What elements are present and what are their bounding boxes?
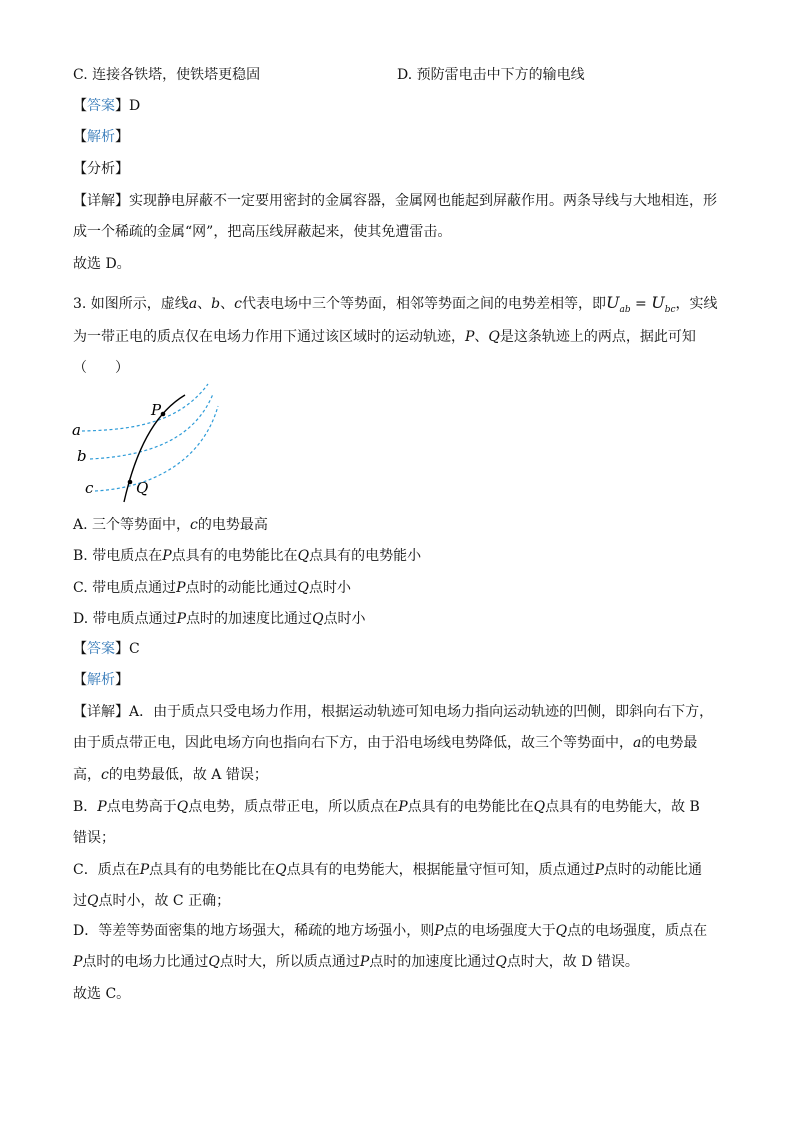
q3-solution-c-line-2: 过Q点时小，故 C 正确； [73,893,231,909]
q3-solution-b-line-1: B．P点电势高于Q点电势，质点带正电，所以质点在P点具有的电势能比在Q点具有的电势能大，故 B [73,799,700,815]
label-a: a [72,421,81,439]
q3-answer-line [73,639,140,659]
q2-detail-line-1 [73,191,717,211]
point-p [161,412,166,417]
q3-paren: （ ） [73,360,129,376]
q3-analysis-line [73,670,129,690]
q3-solution-a-line-2: 由于质点带正电，因此电场方向也指向右下方，由于沿电场线电势降低，故三个等势面中，a的电势最 [73,735,698,751]
q2-answer: D [129,98,141,114]
point-q [128,480,133,485]
q2-option-c: C. 连接各铁塔，使铁塔更稳固 [73,67,261,83]
q2-option-d: D. 预防雷电击中下方的输电线 [397,67,585,83]
var-a: a [188,296,198,312]
q3-solution-d-line-2: P点时的电场力比通过Q点时大，所以质点通过P点时的加速度比通过Q点时大，故 D 错误。 [73,954,639,970]
q3-option-d: D. 带电质点通过P点时的加速度比通过Q点时小 [73,611,366,627]
q3-option-a: A. 三个等势面中，c的电势最高 [73,517,268,533]
q3-stem-line-1: 3. 如图所示，虚线a、b、c代表电场中三个等势面，相邻等势面之间的电势差相等，即$U_{ab} = U_{bc}$，实线 [73,293,718,315]
analysis-tag: 【解析】 [73,672,129,688]
answer-tag: 【答案】 [73,641,129,657]
q3-solution-b-line-2: 错误； [73,830,115,846]
detail-tag: 【详解】 [73,193,129,209]
q2-fenxi-line [73,159,129,179]
q3-option-b: B. 带电质点在P点具有的电势能比在Q点具有的电势能小 [73,548,422,564]
q3-solution-d-line-1: D．等差等势面密集的地方场强大，稀疏的地方场强小，则P点的电场强度大于Q点的电场强度，质点在 [73,923,708,939]
q3-solution-c-line-1: C．质点在P点具有的电势能比在Q点具有的电势能大，根据能量守恒可知，质点通过P点时的动能比通 [73,862,703,878]
q2-analysis-line [73,127,129,147]
fenxi-tag: 【分析】 [73,161,129,177]
q3-conclusion: 故选 C。 [73,986,131,1002]
q3-option-c: C. 带电质点通过P点时的动能比通过Q点时小 [73,580,352,596]
detail-tag: 【详解】 [73,704,129,720]
label-p: P [151,401,162,419]
label-q: Q [136,479,149,497]
var-b: b [211,296,221,312]
q2-detail-line-2: 成一个稀疏的金属“网”，把高压线屏蔽起来，使其免遭雷击。 [73,224,452,240]
q3-answer: C [129,641,140,657]
label-b: b [77,447,87,465]
label-c: c [85,479,94,497]
answer-tag: 【答案】 [73,98,129,114]
q2-answer-line [73,96,140,116]
var-c: c [234,296,242,312]
formula-uab-ubc: $U_{ab} = U_{bc}$ [605,293,676,315]
equipotential-a [82,384,208,431]
q2-detail-text-1: 实现静电屏蔽不一定要用密封的金属容器，金属网也能起到屏蔽作用。两条导线与大地相连，形 [129,193,717,209]
analysis-tag: 【解析】 [73,129,129,145]
q3-solution-a-line-1: 【详解】A．由于质点只受电场力作用，根据运动轨迹可知电场力指向运动轨迹的凹侧，即斜向右下方， [73,704,714,720]
q3-solution-a-line-3: 高，c的电势最低，故 A 错误； [73,767,268,783]
equipotential-figure [68,380,228,510]
q2-conclusion: 故选 D。 [73,256,131,272]
q3-stem-line-2: 为一带正电的质点仅在电场力作用下通过该区域时的运动轨迹，P、Q是这条轨迹上的两点，据此可知 [73,329,696,345]
